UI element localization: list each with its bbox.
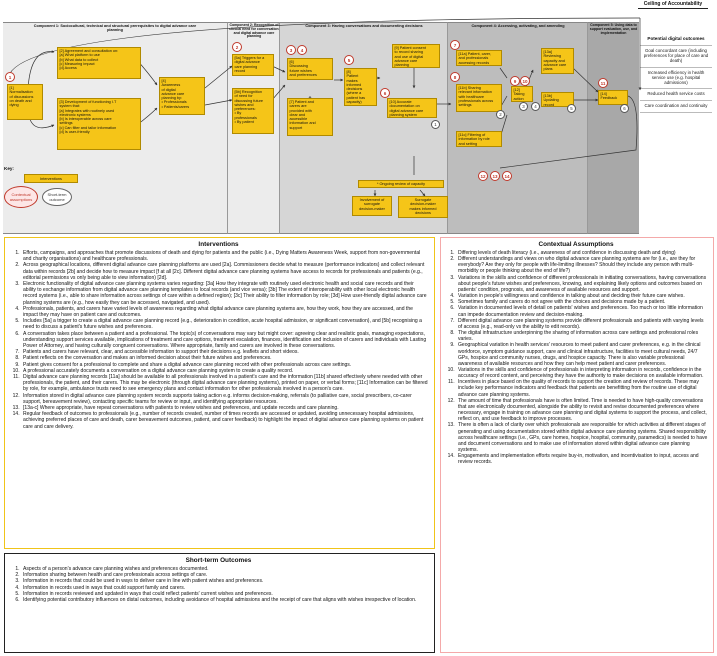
assumption-item: 7. Different digital advance care planning systems provide different professionals and patients with varying levels of access (e.g., read-only vs the ability to edit records).	[456, 318, 708, 330]
outcome-list-item: 5. Information in records reviewed and updated in ways that could reflect patients' current wishes and preferences.	[21, 591, 428, 597]
intervention-item: 3. Electronic functionality of digital advance care planning systems varies regarding: [3a] How they integrate with routinely used electronic health and social care records and their ability to exchange information from digital advance care planning templates to local records (and vice versa); [3b] The extent of interoperability with other local electronic health record systems (i.e., able to share information across settings of care within a defined region); [3c] Their ability to filter information by role; [3d] How user-friendly digital advance care planning systems are (e.g., how easily they can be accessed, navigated, and used).	[21, 281, 428, 306]
intervention-item: 9. Patient gives consent for a professional to complete and share a digital advance care planning record with other professionals across care settings.	[21, 362, 428, 368]
component-title-5: Component 5: Using data to support evaluation, use, and implementation	[589, 23, 638, 35]
short-term-outcome-marker-1: 1	[431, 120, 440, 129]
assumption-item: 9. Geographical variation in health services' resources to meet patient and carer preferences, e.g. in the clinical workforce, symptom guidance support, care and clinical infrastructure, facilities to meet cultural needs, 24/7 GPs, hospice and community nurses, drugs, and hospice capacity. There is also variable professional awareness of available resources and how they can help meet patient and carer preferences.	[456, 342, 708, 367]
outcome-item: Increased efficiency in health service use (e.g. hospital admissions)	[640, 68, 712, 90]
intervention-box-1: [1] Normalisation of discussions on death and dying	[7, 84, 43, 120]
assumption-marker-7: 7	[450, 40, 460, 50]
contextual-assumptions-list	[444, 250, 708, 465]
intervention-item: 1. Efforts, campaigns, and approaches that promote discussions of death and dying for patients and the public (i.e., Dying Matters Awareness Week, support from non-governmental and charity organisations) and healthcare professionals.	[21, 250, 428, 262]
interventions-panel	[4, 237, 435, 549]
assumption-marker-9: 9	[510, 76, 520, 86]
capacity-review-note: * Ongoing review of capacity	[358, 180, 444, 188]
outcome-list-item: 1. Aspects of a person's advance care planning wishes and preferences documented.	[21, 566, 428, 572]
intervention-box-8: [8] Patient makes informed decisions (where a patient has capacity)	[344, 68, 377, 106]
intervention-box-11c: [11c] Filtering of information by role and setting	[456, 131, 502, 147]
intervention-box-4: [4] Awareness of digital advance care planning by: • Professionals • Patients/carers	[159, 77, 205, 115]
intervention-box-9: [9] Patient consent to record sharing and use of digital advance care planning	[392, 44, 440, 68]
outcome-list-item: 4. Information in records used in ways that could support family and carers.	[21, 585, 428, 591]
outcome-item: Goal concordant care (including preferences for place of care and death)	[640, 46, 712, 68]
contextual-assumptions-panel	[440, 237, 714, 653]
outcome-item: Care coordination and continuity	[640, 101, 712, 113]
assumption-marker-10: 10	[520, 76, 530, 86]
intervention-item: 11. Digital advance care planning records [11a] should be available to all professionals involved in a patient's care and the information [11b] shared effectively where needed with other professionals, the patient, and their carers. This may be electronic (through digital advance care planning systems), printed on paper, or verbal forms; [11c] Information can be filtered by role, for example, ambulance trusts need to see emergency plans and contact information for other professionals involved in a person's care.	[21, 374, 428, 393]
intervention-item: 5. Includes [5a] a trigger to create a digital advance care planning record (e.g., deterioration in condition, acute hospital admission, or significant conversation), and [5b] recognising a need to discuss a patient's future wishes and preferences.	[21, 318, 428, 330]
assumption-item: 1. Differing levels of death literacy (i.e., awareness of and confidence in discussing death and dying)	[456, 250, 708, 256]
short-term-outcomes-list	[9, 566, 428, 603]
intervention-item: 7. Patients and carers have relevant, clear, and accessible information to support their decisions e.g. leaflets and short videos.	[21, 349, 428, 355]
assumption-item: 10. Variations in the skills and confidence of professionals in interpreting information in records, confidence in the accuracy of record content, and perceiving they have the authority to make decisions on available information.	[456, 367, 708, 379]
intervention-item: 10. A professional accurately documents a conversation on a digital advance care planning system to create a quality record.	[21, 368, 428, 374]
assumption-marker-14: 14	[502, 171, 512, 181]
intervention-item: 6. A conversation takes place between a patient and a professional. The topic(s) of conversations may vary but might cover: agreeing clear and realistic goals, managing expectations, understanding support services available, implications of treatment and care options, treatment escalation, finances, identification and inclusion of carers and individuals with Lasting Power of Attorney, and having culturally congruent conversations. Where appropriate, family and carers are involved in these conversations.	[21, 331, 428, 350]
outcome-list-item: 3. Information in records that could be used in ways to deliver care in line with patient wishes and preferences.	[21, 578, 428, 584]
assumption-item: 2. Different understandings and views on who digital advance care planning systems are for (i.e., are they for everybody? Are they only for people with life-limiting illnesses? Should they include any person with multi-morbidity or people thinking about the end of life?)	[456, 256, 708, 274]
assumption-marker-4: 4	[297, 45, 307, 55]
short-term-outcomes-title: Short-term Outcomes	[185, 557, 252, 564]
assumption-item: 4. Variation in people's willingness and confidence in talking about and deciding their future care wishes.	[456, 293, 708, 299]
intervention-item: 14. Regular feedback of outcomes to professionals (e.g., number of records created, number of times records are accessed or updated, avoiding unnecessary hospital admissions, achieving preferred places of care and death, carer bereavement outcomes, patient, and carer feedback) to highlight the impact of digital advance care planning systems on patient care and care delivery.	[21, 411, 428, 430]
component-title-2: Component 2: Recognition of clinical need for conversation and digital advance care planning	[229, 23, 279, 39]
intervention-box-2: [2] Agreement and consultation on: [a] What platform to use [b] What data to collect [c] Measuring impact [d] Access	[57, 47, 141, 79]
intervention-box-6: [6] Discussing future wishes and preferences	[287, 58, 333, 80]
outcome-list-item: 2. Information sharing between health and care professionals across settings of care.	[21, 572, 428, 578]
intervention-item: 2. Across geographical locations, different digital advance care planning platforms are used [2a]. Commissioners decide what to measure (performance indicators) and collect relevant data within records [2b] and decide how to measure impact [f at all [2c]. Different digital advance care planning systems have access to records for professionals and patients (e.g., editorial permissions vs only being able to view information) [2d].	[21, 262, 428, 281]
intervention-item: 13. [13a-c] Where appropriate, have repeat conversations with patients to review wishes and preferences, and update records and care planning.	[21, 405, 428, 411]
assumption-marker-8: 8	[450, 72, 460, 82]
component-title-4: Component 4: Accessing, activating, and amending	[471, 24, 565, 28]
assumption-item: 5. Sometimes family and carers do not agree with the choices and decisions made by a patient.	[456, 299, 708, 305]
assumption-item: 13. There is often a lack of clarity over which professionals are responsible for which activities at different stages of generating and using documentation stored within digital advance care planning systems. Shared responsibility across healthcare settings (i.e., GPs, care homes, hospice, hospital, community, paramedics) is needed to have and document conversations and to make use of information stored within digital advance care planning systems.	[456, 422, 708, 453]
ceiling-label: Ceiling of Accountability	[638, 2, 708, 9]
intervention-box-5b: [5b] Recognition of need for discussing future wishes and preferences: • By professionals • By patient	[232, 88, 274, 134]
intervention-box-11a: [11a] Patient, carer, and professionals accessing records	[456, 50, 502, 66]
key-outcome-swatch: Short-term outcome	[42, 188, 72, 206]
intervention-box-13b: [13b] Updating record	[541, 92, 574, 107]
short-term-outcome-marker-2: 2	[496, 110, 505, 119]
short-term-outcome-marker-4: 4	[531, 102, 540, 111]
surrogate-involvement-box: Involvement of surrogate decision-maker	[352, 196, 392, 216]
assumption-marker-3: 3	[286, 45, 296, 55]
interventions-title: Interventions	[198, 241, 239, 248]
key-assumptions-swatch: Contextual assumptions	[4, 186, 38, 208]
intervention-box-5a: [5a] Triggers for a digital advance care planning record	[232, 54, 274, 76]
key-interventions-swatch: Interventions	[24, 174, 78, 183]
surrogate-decision-box: Surrogate decision-maker makes informed decisions	[398, 196, 448, 218]
short-term-outcome-marker-5: 5	[567, 104, 576, 113]
intervention-item: 4. Professionals, patients, and carers have varied levels of awareness regarding what digital advance care planning systems are, how they work, how they are accessed, and the impact they may have on patient care and outcomes.	[21, 306, 428, 318]
assumption-marker-1: 1	[5, 72, 15, 82]
component-title-3: Component 3: Having conversations and documenting decisions	[305, 24, 423, 28]
outcome-item: Reduced health service costs	[640, 89, 712, 101]
intervention-box-7: [7] Patient and carers are provided with clear and accessible information and support	[287, 98, 333, 136]
intervention-box-11b: [11b] Sharing relevant information with healthcare professionals across settings	[456, 84, 502, 112]
interventions-list	[9, 250, 428, 430]
assumption-item: 11. Incentives in place based on the quality of records to support the creation and review of records. These may include key performance indicators and feedback that patients are benefitting from the routine use of digital advance care planning systems.	[456, 379, 708, 397]
component-title-1: Component 1: Sociocultural, technical and structural prerequisites to digital advance care planning	[33, 24, 197, 33]
intervention-box-13a: [13a] Reviewing capacity and advance care plans	[541, 48, 574, 74]
assumption-item: 6. Variation in documented levels of detail on patients' wishes and preferences. Too much or too little information can impede documentation review and decision-making.	[456, 305, 708, 317]
potential-outcomes-title: Potential digital outcomes	[640, 34, 712, 46]
assumption-marker-2: 2	[232, 42, 242, 52]
assumption-item: 14. Engagements and implementation efforts require buy-in, motivation, and incentivisation to input, access and review records.	[456, 453, 708, 465]
assumption-marker-11: 11	[598, 78, 608, 88]
intervention-box-12: [12] Taking action	[511, 86, 533, 102]
short-term-outcome-marker-3: 3	[519, 102, 528, 111]
assumption-marker-12: 12	[478, 171, 488, 181]
intervention-box-10: [10] Accurate documentation on digital advance care planning system	[387, 98, 437, 118]
short-term-outcome-marker-6: 6	[620, 104, 629, 113]
intervention-box-3: [3] Development of functioning I.T system that: [a] Integrates with routinely used electronic systems [b] Is interoperable across care settings [c] Can filter and tailor information [d] Is user-friendly	[57, 98, 141, 150]
assumption-marker-13: 13	[490, 171, 500, 181]
assumption-marker-5: 5	[344, 55, 354, 65]
assumption-item: 12. The amount of time that professionals have is often limited. Time is needed to have high-quality conversations that are electronically documented, alongside the ability to revisit and revise documented preferences where necessary, engage in training on advance care planning and digital systems to support the process, and collect, reflect on, and use feedback to improve processes.	[456, 398, 708, 423]
intervention-box-14: [14] Feedback	[598, 90, 628, 105]
intervention-item: 12. Information stored in digital advance care planning system records supports taking action e.g. informs decision-making, referrals (to palliative care, social prescribers, co-carer support, bereavement review), contacting specific teams for review or input, and identifying appropriate resources.	[21, 393, 428, 405]
assumption-item: 8. The digital infrastructure underpinning the sharing of information across care settings and professional roles varies.	[456, 330, 708, 342]
assumption-marker-6: 6	[380, 88, 390, 98]
outcome-list-item: 6. Identifying potential contributory influences on distal outcomes, including avoidance of hospital admissions and the receipt of care that aligns with wishes irrespective of location.	[21, 597, 428, 603]
key-legend	[4, 166, 94, 228]
key-title: Key:	[4, 166, 14, 171]
short-term-outcomes-panel	[4, 553, 435, 653]
intervention-item: 8. Patient reflects on the conversation and makes an informed decision about their future wishes and preferences.	[21, 355, 428, 361]
assumption-item: 3. Variations in the skills and confidence of different professionals in initiating conversations, having conversations about people's future wishes and preferences, knowing, and explaining likely options and outcomes based on patients' condition, prognosis, and awareness of available resources and support.	[456, 275, 708, 293]
contextual-assumptions-title: Contextual Assumptions	[538, 241, 614, 248]
